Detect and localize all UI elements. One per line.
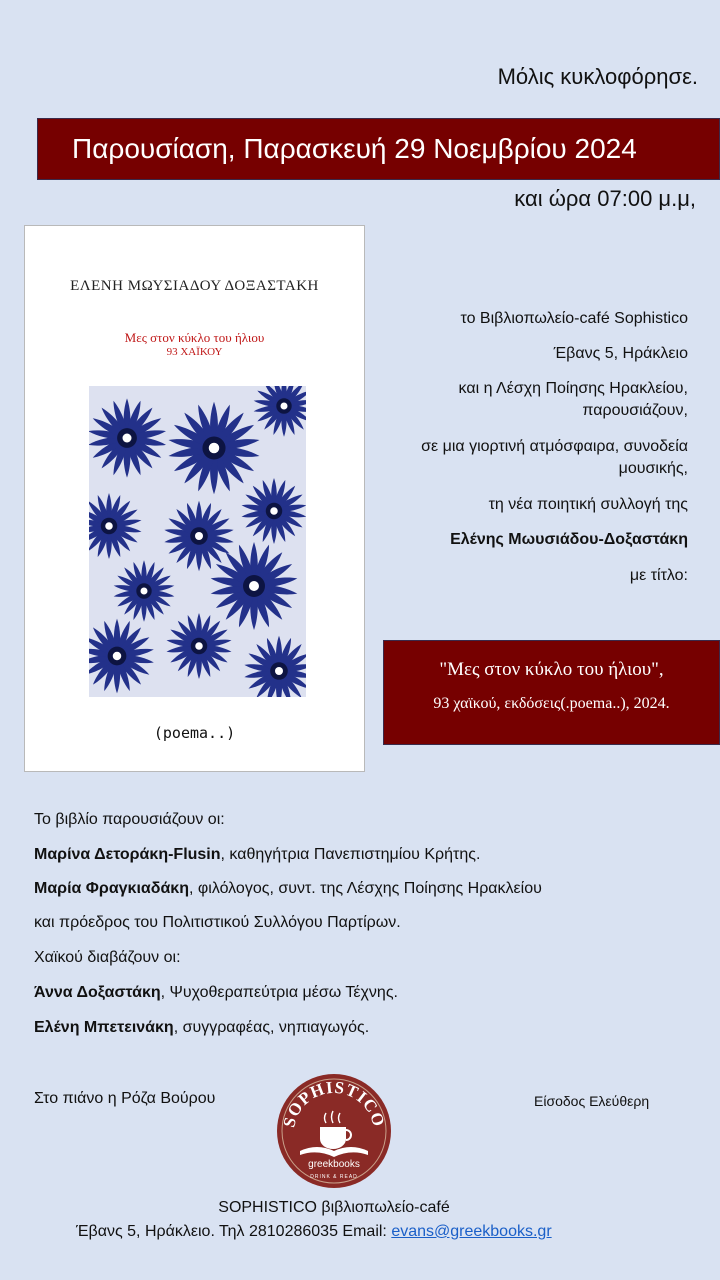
reader-name: Ελένη Μπετεινάκη [34,1019,174,1036]
cover-author: ΕΛΕΝΗ ΜΩΥΣΙΑΔΟΥ ΔΟΞΑΣΤΑΚΗ [70,278,319,294]
presenter-role: , φιλόλογος, συντ. της Λέσχης Ποίησης Ηρακλείου [189,880,542,897]
logo-bottom-text: greekbooks [308,1159,360,1170]
presenter-name: Μαρία Φραγκιαδάκη [34,880,189,897]
reader-line [34,984,398,1002]
reader-line [34,1019,369,1037]
cover-flower-image [89,386,306,697]
cover-title: Μες στον κύκλο του ήλιου [124,330,265,345]
venue-name: SOPHISTICO βιβλιοπωλείο-café [218,1199,450,1216]
intro-line: τη νέα ποιητική συλλογή της [488,496,688,513]
intro-line: και η Λέσχη Ποίησης Ηρακλείου, [458,380,688,397]
cover-publisher-logo: (poema..) [153,724,236,742]
presenter-line [34,846,480,864]
logo-tag-text: DRINK & READ [310,1174,358,1180]
email-link[interactable]: evans@greekbooks.gr [391,1223,552,1240]
presenter-role-cont: και πρόεδρος του Πολιτιστικού Συλλόγου Παρτίρων. [34,914,401,931]
event-time-text: και ώρα 07:00 μ.μ, [514,186,696,211]
free-entry-text: Είσοδος Ελεύθερη [534,1093,650,1109]
author-name-line: Ελένης Μωυσιάδου-Δοξαστάκη [450,531,688,548]
presenter-name: Μαρίνα Δετοράκη-Flusin [34,846,221,863]
book-title-box [383,640,720,745]
cover-subtitle: 93 ΧΑΪΚΟΥ [166,346,223,358]
reader-role: , Ψυχοθεραπεύτρια μέσω Τέχνης. [160,984,398,1001]
intro-line: σε μια γιορτινή ατμόσφαιρα, συνοδεία [421,438,688,455]
contact-line [76,1223,552,1241]
book-title-box-details: 93 χαϊκού, εκδόσεις(.poema..), 2024. [433,695,670,712]
reader-name: Άννα Δοξαστάκη [34,984,161,1001]
piano-text: Στο πιάνο η Ρόζα Βούρου [34,1090,216,1107]
sophistico-logo [276,1073,392,1189]
intro-line: παρουσιάζουν, [582,402,688,419]
book-title-box-title: "Μες στον κύκλο του ήλιου", [439,659,664,680]
presenters-heading: Το βιβλίο παρουσιάζουν οι: [34,811,225,828]
presentation-title-banner: Παρουσίαση, Παρασκευή 29 Νοεμβρίου 2024 [37,118,720,180]
book-cover [24,225,365,772]
presenter-line [34,880,542,898]
intro-line: μουσικής, [618,460,688,477]
logo-top-text: SOPHISTICO [279,1077,389,1130]
contact-address: Έβανς 5, Ηράκλειο. Τηλ 2810286035 Email: [76,1223,392,1240]
intro-line: Έβανς 5, Ηράκλειο [553,345,688,362]
just-released-text: Μόλις κυκλοφόρησε. [497,64,698,89]
intro-line: με τίτλο: [629,567,688,584]
reader-role: , συγγραφέας, νηπιαγωγός. [173,1019,370,1036]
intro-line: το Βιβλιοπωλείο-café Sophistico [460,310,688,327]
presenter-role: , καθηγήτρια Πανεπιστημίου Κρήτης. [220,846,481,863]
readers-heading: Χαϊκού διαβάζουν οι: [34,949,181,966]
